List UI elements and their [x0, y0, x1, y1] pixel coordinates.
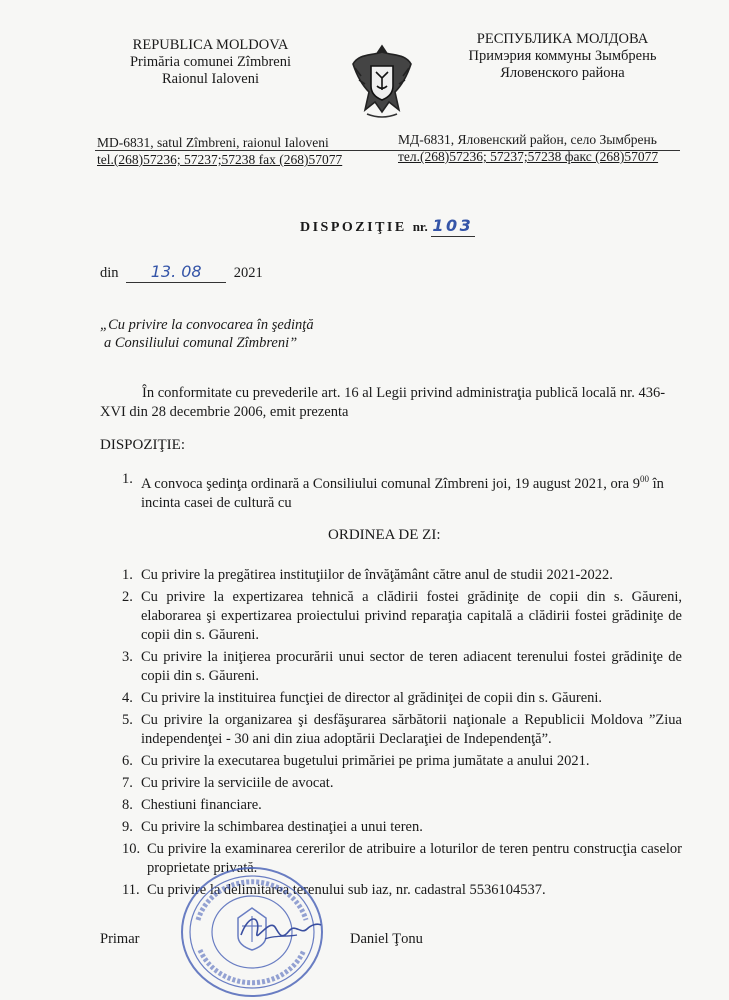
agenda-item-text: Cu privire la instituirea funcţiei de director al grădiniţei de copii din s. Găureni.: [141, 690, 603, 706]
point-number: 1.: [122, 471, 133, 487]
header-left-office: Primăria comunei Zîmbreni: [129, 54, 292, 70]
document-title: [300, 216, 475, 237]
agenda-item-number: 5.: [122, 712, 133, 728]
handwritten-signature-icon: [235, 905, 325, 950]
date-prefix: din: [100, 265, 119, 281]
document-date: [100, 262, 263, 283]
agenda-title: ORDINEA DE ZI:: [328, 527, 441, 543]
agenda-item-text: Cu privire la delimitarea terenului sub iaz, nr. cadastral 5536104537.: [147, 882, 546, 898]
handwritten-date: 13. 08: [150, 262, 202, 281]
number-label: nr.: [412, 219, 428, 234]
agenda-item: [122, 711, 682, 749]
subject-line-2: a Consiliului comunal Zîmbreni”: [104, 335, 298, 351]
coat-of-arms-icon: [347, 40, 417, 122]
agenda-item: [122, 752, 682, 771]
agenda-item-number: 6.: [122, 753, 133, 769]
address-right-line1: МД-6831, Яловенский район, село Зымбрень: [398, 132, 657, 147]
disposition-point-1: [122, 470, 682, 513]
agenda-item: [122, 566, 682, 585]
document-subject: [100, 316, 314, 352]
agenda-item: [122, 588, 682, 645]
address-right: [398, 131, 658, 165]
address-right-line2: тел.(268)57236; 57237;57238 факс (268)57077: [398, 149, 659, 164]
agenda-item-text: Cu privire la serviciile de avocat.: [141, 775, 334, 791]
header-right-district: Яловенского района: [500, 65, 625, 81]
signatory-title: Primar: [100, 931, 140, 947]
address-left-line2: tel.(268)57236; 57237;57238 fax (268)57077: [97, 152, 343, 167]
date-year: 2021: [233, 265, 263, 281]
agenda-item: [122, 689, 682, 708]
agenda-item-text: Cu privire la iniţierea procurării unui sector de teren adiacent terenului fostei grădiniţe de copii din s. Găureni.: [141, 649, 682, 684]
agenda-item-text: Cu privire la executarea bugetului primăriei pe prima jumătate a anului 2021.: [141, 753, 590, 769]
agenda-item: [122, 774, 682, 793]
header-left: [108, 37, 313, 88]
header-divider: [95, 150, 680, 151]
agenda-item-text: Cu privire la expertizarea tehnică a clădirii fostei grădiniţe de copii din s. Găureni, elaborarea şi expertizarea proiectului privind reparaţia capitală a clădirii fostei grădiniţe de copii din s. Găureni.: [141, 589, 682, 643]
agenda-item-text: Cu privire la examinarea cererilor de atribuire a loturilor de teren pentru construcţia caselor proprietate privată.: [147, 841, 682, 876]
subject-line-1: „Cu privire la convocarea în şedinţă: [100, 317, 314, 333]
point-text-b: în incinta casei de cultură cu: [141, 475, 664, 511]
agenda-item-number: 2.: [122, 589, 133, 605]
agenda-list: [122, 566, 682, 903]
agenda-item-number: 1.: [122, 567, 133, 583]
agenda-item-number: 11.: [122, 882, 140, 898]
title-text: DISPOZIŢIE: [300, 220, 407, 235]
agenda-item: [122, 818, 682, 837]
address-left: [97, 134, 342, 168]
point-text-a: A convoca şedinţa ordinară a Consiliului comunal Zîmbreni joi, 19 august 2021, ora 9: [141, 475, 640, 492]
header-right: [455, 31, 670, 82]
agenda-item: [122, 648, 682, 686]
agenda-item-text: Cu privire la pregătirea instituţiilor de învăţământ către anul de studii 2021-2022.: [141, 567, 613, 583]
header-right-country: РЕСПУБЛИКА МОЛДОВА: [476, 31, 649, 47]
agenda-item-number: 10.: [122, 841, 141, 857]
point-superscript: 00: [639, 474, 649, 484]
agenda-item-number: 7.: [122, 775, 133, 791]
header-left-district: Raionul Ialoveni: [161, 71, 260, 87]
handwritten-number: 103: [432, 216, 474, 235]
header-right-office: Примэрия коммуны Зымбрень: [468, 48, 657, 64]
agenda-item-text: Cu privire la organizarea şi desfăşurarea sărbătorii naţionale a Republicii Moldova ”Ziua independenţei - 30 ani din ziua adoptării Declaraţiei de Independenţă”.: [141, 712, 682, 747]
address-left-line1: MD-6831, satul Zîmbreni, raionul Ialoveni: [97, 135, 329, 150]
agenda-item-text: Cu privire la schimbarea destinaţiei a unui teren.: [141, 819, 423, 835]
agenda-item-number: 8.: [122, 797, 133, 813]
agenda-item-number: 4.: [122, 690, 133, 706]
agenda-item-number: 9.: [122, 819, 133, 835]
agenda-item: [122, 796, 682, 815]
disposition-label: DISPOZIŢIE:: [100, 437, 185, 453]
header-left-country: REPUBLICA MOLDOVA: [132, 37, 289, 53]
agenda-item-number: 3.: [122, 649, 133, 665]
signatory-name: Daniel Ţonu: [350, 931, 423, 947]
intro-paragraph: În conformitate cu prevederile art. 16 al Legii privind administraţia publică locală nr. 436-XVI din 28 decembrie 2006, emit prezenta: [100, 385, 666, 420]
agenda-item-text: Chestiuni financiare.: [141, 797, 262, 813]
